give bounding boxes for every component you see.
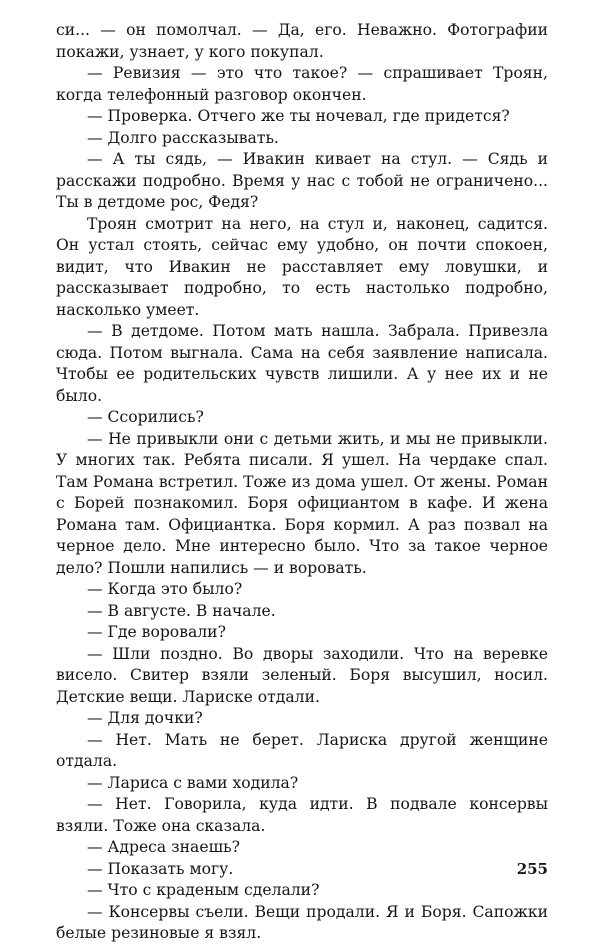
paragraph: — Нет. Говорила, куда идти. В подвале консервы взяли. Тоже она сказала. xyxy=(56,795,548,835)
paragraph: — Адреса знаешь? xyxy=(87,838,240,856)
paragraph: — В детдоме. Потом мать нашла. Забрала. Привезла сюда. Потом выгнала. Сама на себя заявление написала. Чтобы ее родительских чувств лишили. А у нее их и не было. xyxy=(56,322,548,405)
paragraph: — Показать могу. xyxy=(87,859,234,878)
paragraph: си... — он помолчал. — Да, его. Неважно. Фотографии покажи, узнает, у кого покупал. xyxy=(56,21,548,61)
paragraph: — Когда это было? xyxy=(87,580,243,598)
paragraph: — Для дочки? xyxy=(87,709,203,727)
paragraph: — А ты сядь, — Ивакин кивает на стул. — Сядь и расскажи подробно. Время у нас с тобой не ограничено... Ты в детдоме рос, Федя? xyxy=(56,150,548,211)
paragraph: — Не привыкли они с детьми жить, и мы не привыкли. У многих так. Ребята писали. Я ушел. На чердаке спал. Там Романа встретил. Тоже из дома ушел. От жены. Роман с Борей познакомил. Боря официантом в кафе. И жена Романа там. Официантка. Боря кормил. А раз позвал на черное дело. Мне интересно было. Что за такое черное дело? Пошли напились — и воровать. xyxy=(56,429,548,577)
paragraph: — Ревизия — это что такое? — спрашивает Троян, когда телефонный разговор окончен. xyxy=(56,64,548,104)
paragraph: — В августе. В начале. xyxy=(87,601,276,620)
page-text xyxy=(56,20,548,942)
page-number: 255 xyxy=(516,860,548,878)
paragraph: — Лариса с вами ходила? xyxy=(87,773,299,792)
paragraph: — Нет. Мать не берет. Лариска другой женщине отдала. xyxy=(56,730,548,770)
paragraph: Троян смотрит на него, на стул и, наконец, садится. Он устал стоять, сейчас ему удобно, он почти спокоен, видит, что Ивакин не расставляет ему ловушки, и рассказывает подробно, то есть настолько подробно, насколько умеет. xyxy=(56,214,548,319)
paragraph: — Что с краденым сделали? xyxy=(87,881,320,899)
paragraph: — Консервы съели. Вещи продали. Я и Боря. Сапожки белые резиновые я взял. xyxy=(56,902,548,942)
paragraph: — Проверка. Отчего же ты ночевал, где придется? xyxy=(87,107,510,125)
paragraph: — Долго рассказывать. xyxy=(87,128,279,147)
paragraph: — Где воровали? xyxy=(87,623,226,641)
paragraph: — Ссорились? xyxy=(87,408,204,426)
paragraph: — Шли поздно. Во дворы заходили. Что на веревке висело. Свитер взяли зеленый. Боря высушил, носил. Детские вещи. Лариске отдали. xyxy=(56,644,548,706)
